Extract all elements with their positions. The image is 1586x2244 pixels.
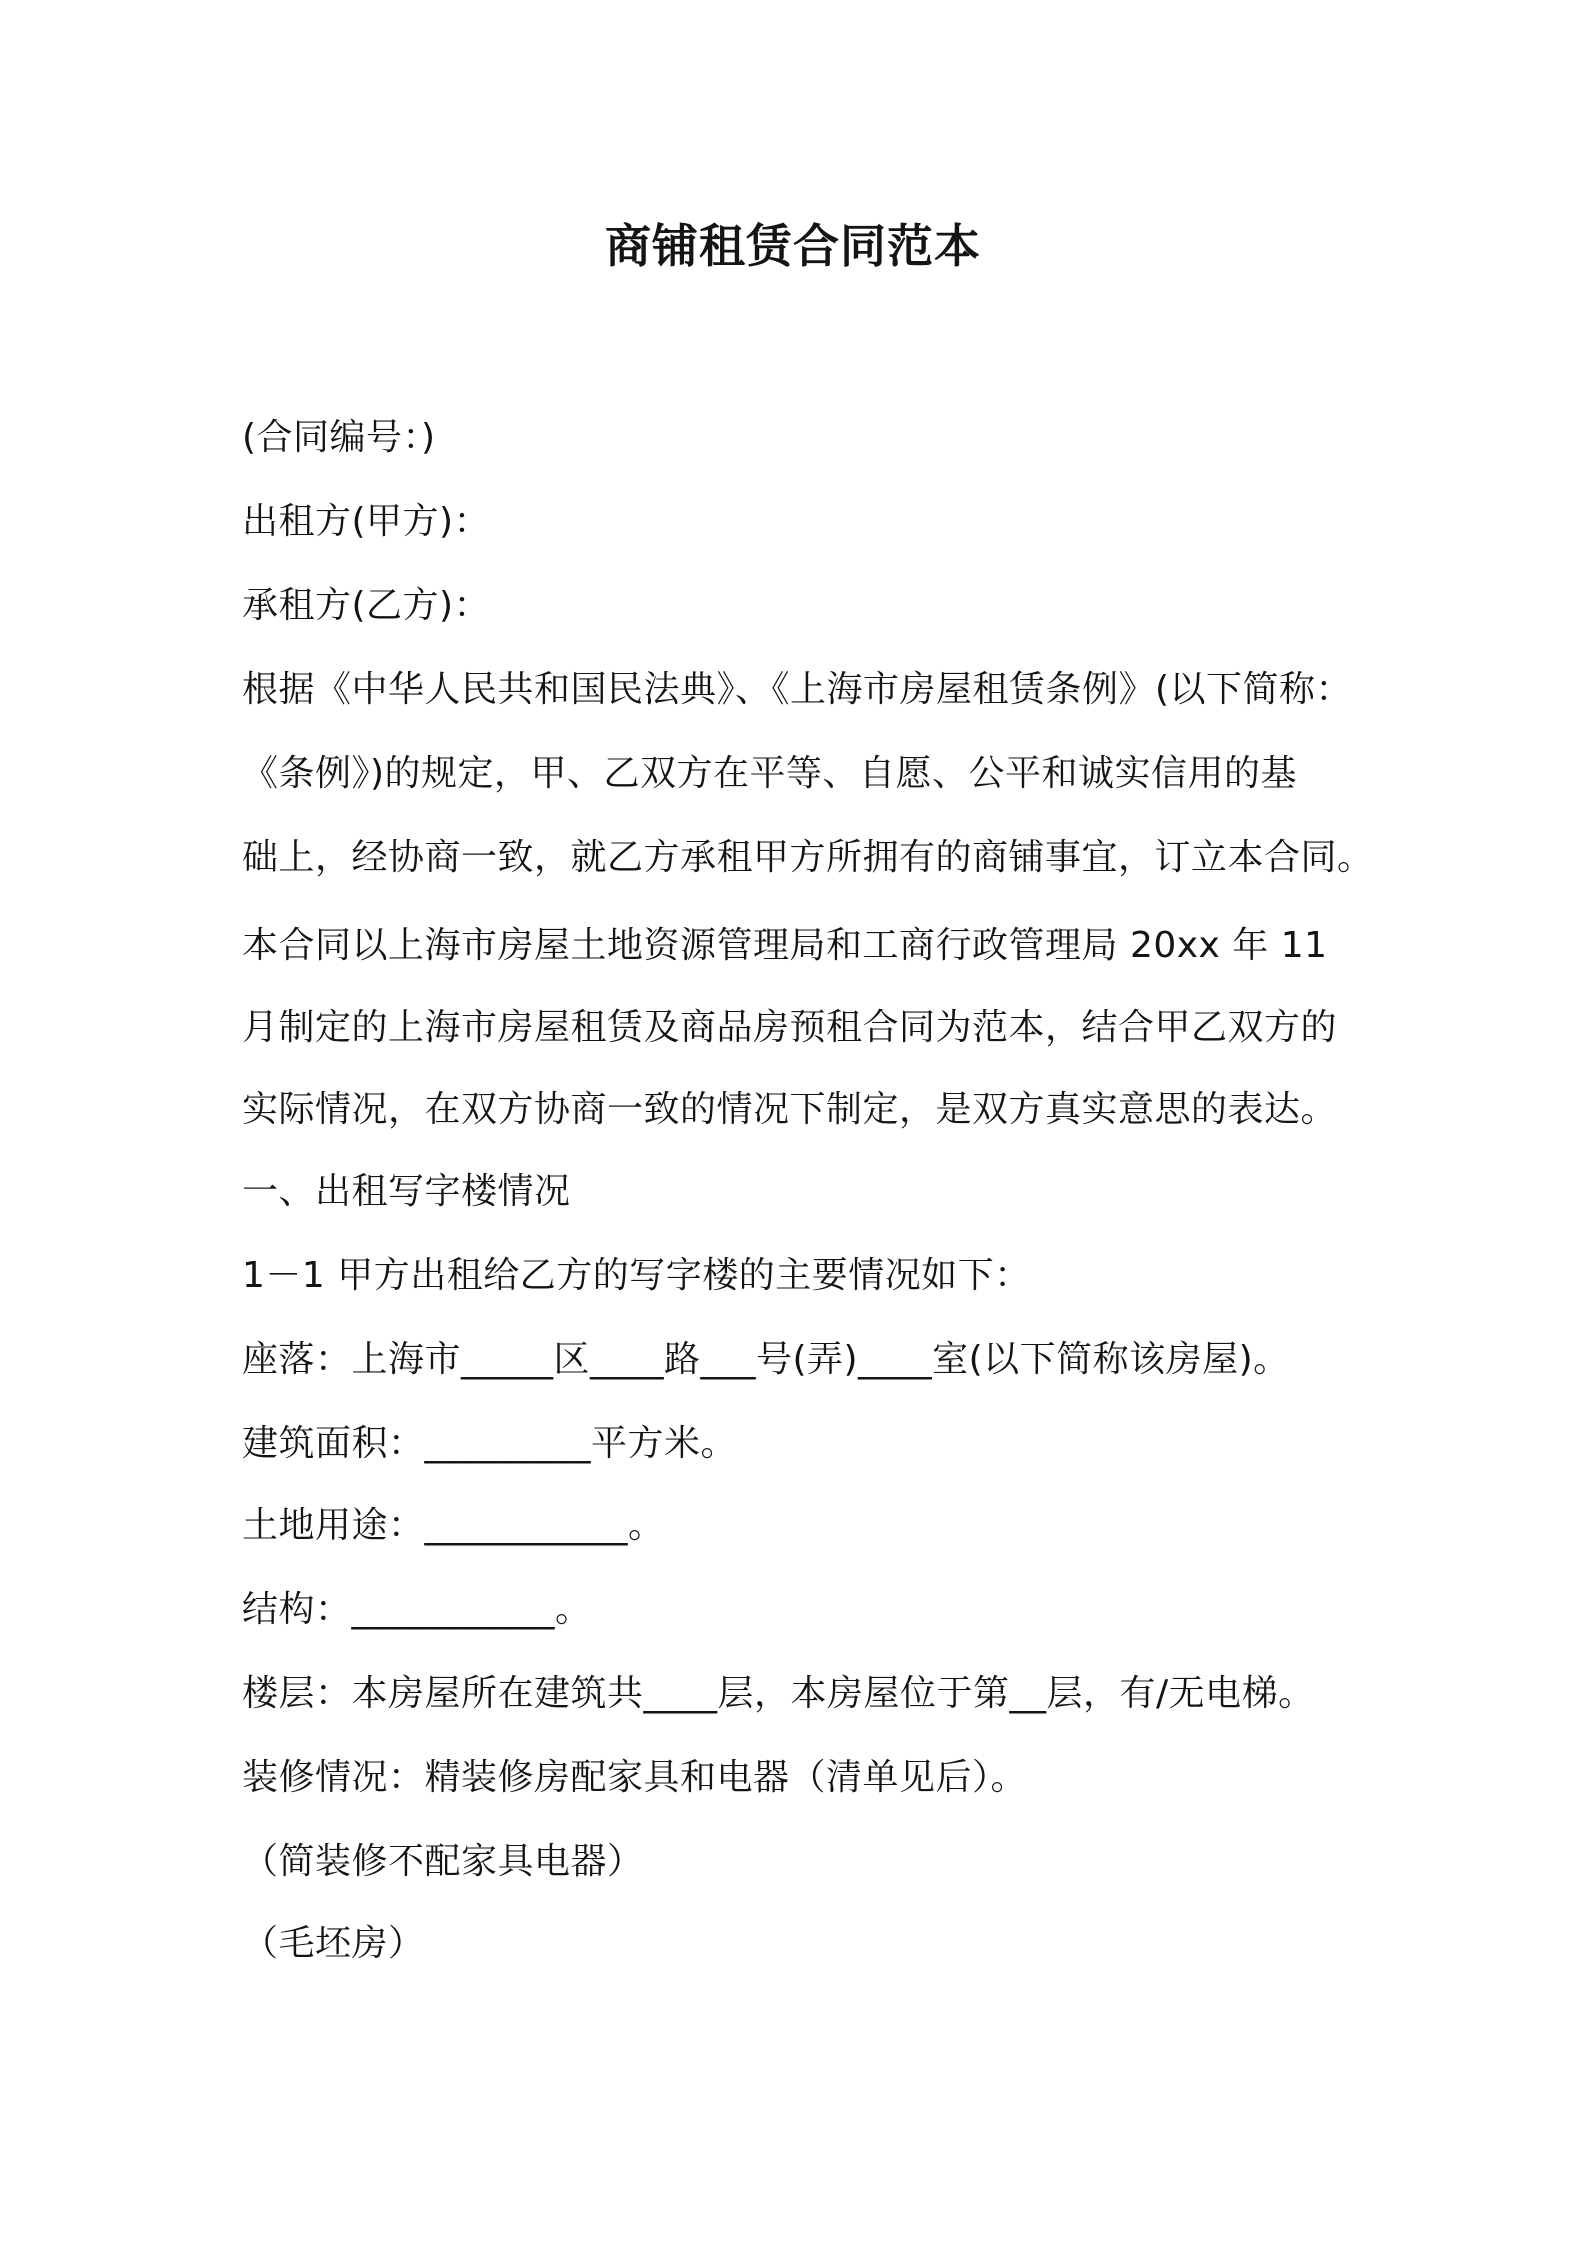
floor-area-line: 建筑面积：_________平方米。 [242, 1423, 738, 1464]
land-use-line: 土地用途：___________。 [242, 1505, 665, 1546]
structure-line: 结构：___________。 [242, 1589, 592, 1630]
template-paragraph-line-1: 本合同以上海市房屋土地资源管理局和工商行政管理局 20xx 年 11 [242, 925, 1328, 966]
decoration-line: 装修情况：精装修房配家具和电器（清单见后）。 [242, 1757, 1028, 1798]
simple-decoration-line: （简装修不配家具电器） [242, 1841, 644, 1882]
document-title: 商铺租赁合同范本 [605, 219, 981, 273]
basis-paragraph-line-3: 础上，经协商一致，就乙方承租甲方所拥有的商铺事宜，订立本合同。 [242, 837, 1374, 878]
location-line: 座落：上海市_____区____路___号(弄)____室(以下简称该房屋)。 [242, 1339, 1290, 1380]
section-heading: 一、出租写字楼情况 [242, 1171, 571, 1212]
lessor-line: 出租方(甲方)： [242, 501, 491, 542]
floor-line: 楼层：本房屋所在建筑共____层，本房屋位于第__层，有/无电梯。 [242, 1673, 1315, 1714]
clause-1-1: 1－1 甲方出租给乙方的写字楼的主要情况如下： [242, 1255, 1031, 1296]
basis-paragraph-line-1: 根据《中华人民共和国民法典》、《上海市房屋租赁条例》(以下简称： [242, 669, 1353, 710]
contract-number-line: (合同编号：) [242, 417, 436, 458]
basis-paragraph-line-2: 《条例》)的规定，甲、乙双方在平等、自愿、公平和诚实信用的基 [242, 753, 1298, 794]
template-paragraph-line-3: 实际情况，在双方协商一致的情况下制定，是双方真实意思的表达。 [242, 1089, 1338, 1130]
lessee-line: 承租方(乙方)： [242, 585, 491, 626]
template-paragraph-line-2: 月制定的上海市房屋租赁及商品房预租合同为范本，结合甲乙双方的 [242, 1007, 1338, 1048]
unfinished-house-line: （毛坯房） [242, 1923, 425, 1964]
